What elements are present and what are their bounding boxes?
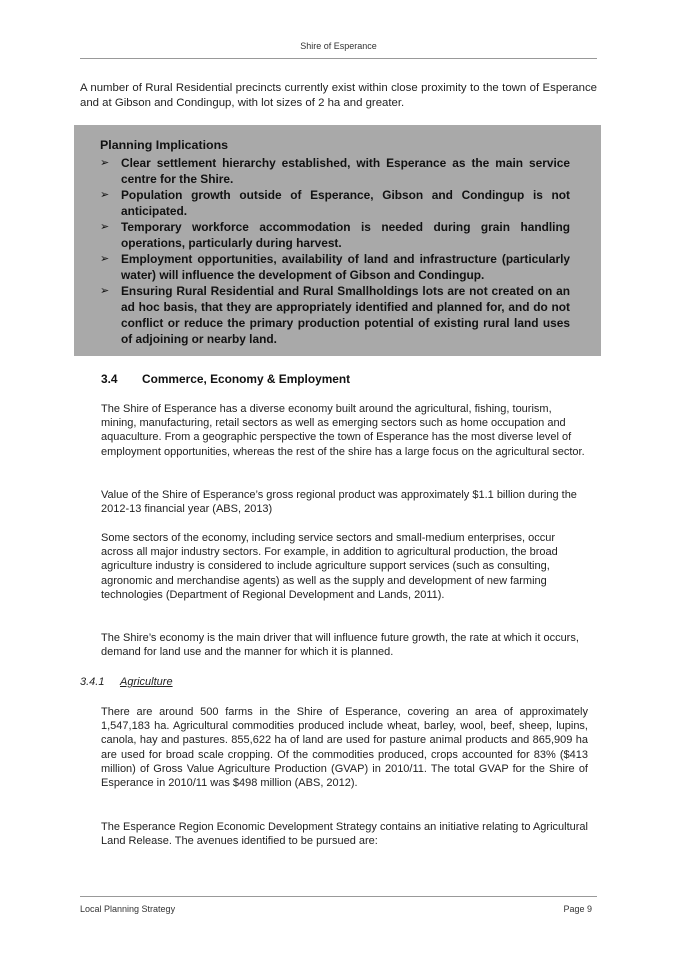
- header-title: Shire of Esperance: [300, 41, 377, 51]
- page-number: Page 9: [563, 904, 592, 914]
- section-paragraph-2: Value of the Shire of Esperance’s gross regional product was approximately $1.1 billion during the 2012-13 financial year (ABS, 2013): [101, 489, 577, 516]
- footer-document-title: Local Planning Strategy: [80, 904, 176, 914]
- list-item: ➢ Temporary workforce accommodation is needed during grain handling operations, particularly during harvest.: [100, 220, 570, 250]
- list-item: ➢ Clear settlement hierarchy established, with Esperance as the main service centre for the Shire.: [100, 156, 570, 186]
- section-paragraph-3: Some sectors of the economy, including service sectors and small-medium enterprises, occur across all major industry sectors. For example, in addition to agricultural production, the broad agriculture industry is considered to include agriculture support services (such as consulting, agronomic and merchandise agents) as well as the supply and development of new farming technologies (Department of Regional Development and Lands, 2011).: [101, 532, 558, 601]
- section-title: Commerce, Economy & Employment: [142, 372, 351, 386]
- list-item: ➢ Ensuring Rural Residential and Rural Smallholdings lots are not created on an ad hoc basis, that they are appropriately identified and planned for, and do not conflict or reduce the primary production potential of existing rural land uses of adjoining or nearby land.: [100, 284, 570, 346]
- arrow-bullet-icon: ➢: [100, 253, 110, 265]
- subsection-heading: [80, 676, 173, 688]
- subsection-number: 3.4.1: [80, 676, 105, 688]
- list-item: ➢ Employment opportunities, availability of land and infrastructure (particularly water) will influence the development of Gibson and Condingup.: [100, 252, 570, 282]
- list-item: ➢ Population growth outside of Esperance, Gibson and Condingup is not anticipated.: [100, 188, 570, 218]
- planning-implications-title: Planning Implications: [100, 138, 229, 152]
- section-heading: [101, 372, 350, 386]
- planning-implications-list: [100, 155, 570, 347]
- intro-paragraph: A number of Rural Residential precincts currently exist within close proximity to the town of Esperance and at Gibson and Condingup, with lot sizes of 2 ha and greater.: [80, 82, 597, 109]
- subsection-paragraph-2: The Esperance Region Economic Development Strategy contains an initiative relating to Agricultural Land Release. The avenues identified to be pursued are:: [101, 821, 588, 848]
- section-paragraph-1: The Shire of Esperance has a diverse economy built around the agricultural, fishing, tourism, mining, manufacturing, retail sectors as well as emerging sectors such as home occupation and aquaculture. From a geographic perspective the town of Esperance has the most diverse level of employment opportunities, whereas the rest of the shire has a large focus on the agricultural sector.: [101, 403, 585, 458]
- arrow-bullet-icon: ➢: [100, 157, 110, 169]
- arrow-bullet-icon: ➢: [100, 221, 110, 233]
- section-number: 3.4: [101, 372, 118, 386]
- arrow-bullet-icon: ➢: [100, 189, 110, 201]
- subsection-title: Agriculture: [120, 676, 173, 688]
- arrow-bullet-icon: ➢: [100, 285, 110, 297]
- subsection-paragraph-1: There are around 500 farms in the Shire of Esperance, covering an area of approximately 1,547,183 ha. Agricultural commodities produced include wheat, barley, wool, beef, sheep, lupins, canola, hay and pastures. 855,622 ha of land are used for pasture animal products and 865,909 ha are used for broad scale cropping. Of the commodities produced, crops accounted for 83% ($413 million) of Gross Value Agriculture Production (GVAP) in 2010/11. The total GVAP for the Shire of Esperance in 2010/11 was $498 million (ABS, 2012).: [101, 706, 588, 790]
- planning-implications-box: [74, 125, 601, 356]
- page-footer: [80, 896, 597, 917]
- section-paragraph-4: The Shire’s economy is the main driver that will influence future growth, the rate at which it occurs, demand for land use and the manner for which it is planned.: [101, 632, 579, 659]
- page-header: [80, 0, 597, 59]
